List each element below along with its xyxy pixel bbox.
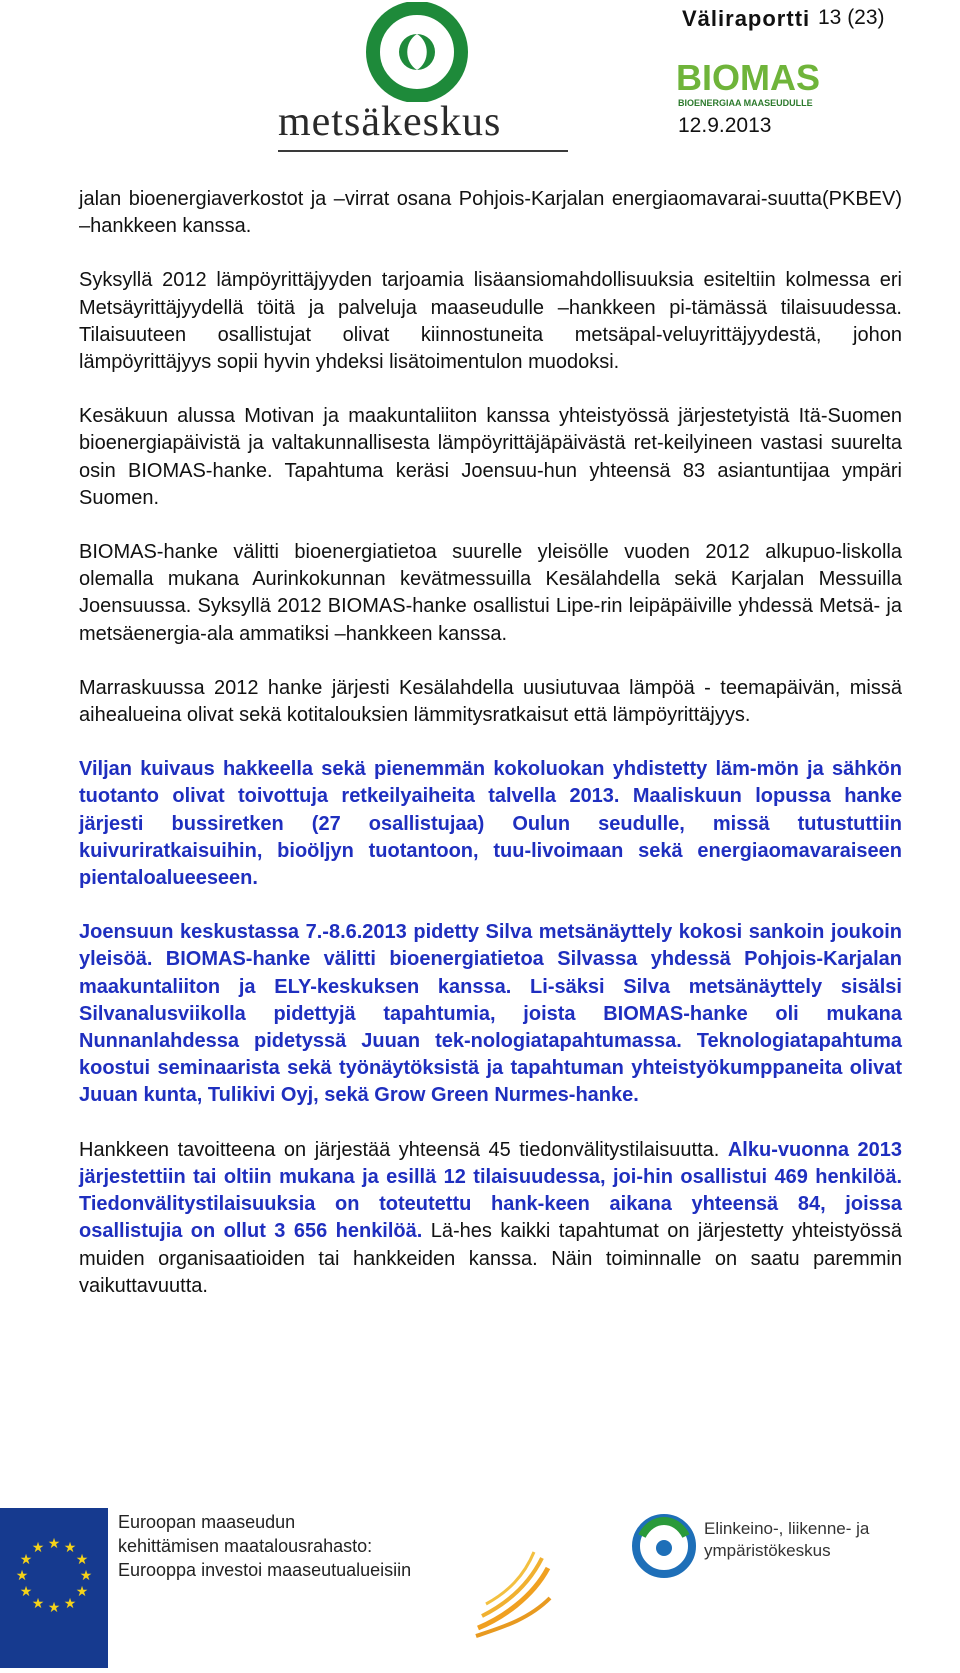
paragraph: Kesäkuun alussa Motivan ja maakuntaliiton kanssa yhteistyössä järjestetyistä Itä-Suomen bioenergiapäivistä ja valtakunnallisesta lämpöyrittäjäpäivästä ret-keilyineen vastasi suurelta osin BIOMAS-hanke. Tapahtuma keräsi Joensuu-hun yhteensä 83 asiantuntijaa ympäri Suomen. — [79, 405, 902, 509]
eu-line: kehittämisen maatalousrahasto: — [118, 1536, 373, 1556]
page-header — [0, 0, 960, 160]
eu-flag-icon — [0, 1508, 108, 1668]
ely-line: Elinkeino-, liikenne- ja — [704, 1519, 870, 1538]
ely-logo-icon — [632, 1506, 696, 1586]
svg-text:★: ★ — [63, 1596, 77, 1612]
svg-text:★: ★ — [15, 1568, 29, 1584]
svg-text:★: ★ — [75, 1584, 89, 1600]
highlighted-paragraph: Viljan kuivaus hakkeella sekä pienemmän kokoluokan yhdistetty läm-mön ja sähkön tuotanto olivat toivottuja retkeilyaiheita talvella 2013. Maaliskuun lopussa hanke järjesti bussiretken (27 osallistujaa) Oulun seudulle, missä tutustuttiin kuivuriratkaisuihin, bioöljyn tuotantoon, tuu-livoimaan sekä energiaomavaraiseen pientaloalueeseen. — [79, 758, 902, 890]
svg-text:★: ★ — [19, 1552, 33, 1568]
ely-line: ympäristökeskus — [704, 1541, 831, 1560]
paragraph: Marraskuussa 2012 hanke järjesti Kesälahdella uusiutuvaa lämpöä - teemapäivän, missä aihealueina olivat sekä kotitalouksien lämmitysratkaisut että lämpöyrittäjyys. — [79, 676, 902, 727]
svg-text:★: ★ — [63, 1540, 77, 1556]
svg-text:★: ★ — [79, 1568, 93, 1584]
svg-text:★: ★ — [31, 1596, 45, 1612]
page-footer — [0, 1488, 960, 1669]
summary-text: Hankkeen tavoitteena on järjestää yhteensä 45 tiedonvälitystilaisuutta. — [79, 1138, 728, 1161]
summary-paragraph — [79, 1137, 902, 1300]
report-title: Väliraportti — [682, 6, 811, 31]
report-body — [79, 186, 902, 1327]
leader-logo-icon — [472, 1528, 552, 1638]
paragraph: jalan bioenergiaverkostot ja –virrat osana Pohjois-Karjalan energiaomavarai-suutta(PKBEV) –hankkeen kanssa. — [79, 188, 902, 238]
svg-text:★: ★ — [19, 1584, 33, 1600]
eu-line: Euroopan maaseudun — [118, 1512, 296, 1532]
ely-centre-text — [704, 1518, 869, 1562]
summary-highlight: Alku-vuonna 2013 järjestettiin tai oltiin mukana ja esillä 12 tilaisuudessa, joi-hin osallistui 469 henkilöä. Tiedonvälitystilaisuuksia on toteutettu hank-keen aikana yhteensä 84, joissa osallistujia on ollut 3 656 henkilöä. — [79, 1138, 902, 1243]
biomas-tagline: BIOENERGIAA MAASEUDULLE — [678, 98, 813, 108]
highlighted-paragraph: Joensuun keskustassa 7.-8.6.2013 pidetty Silva metsänäyttely kokosi sankoin joukoin yleisöä. BIOMAS-hanke välitti bioenergiatietoa Silvassa yhdessä Pohjois-Karjalan maakuntaliiton ja ELY-keskuksen kanssa. Li-säksi Silva metsänäyttely sisälsi Silvanalusviikolla pidettyjä tapahtumia, joista BIOMAS-hanke oli mukana Nunnanlahdessa pidetyssä Juuan tek-nologiatapahtumassa. Teknologiatapahtuma koostui seminaarista sekä työnäytöksistä ja tapahtuman yhteistyökumppaneita olivat Juuan kunta, Tulikivi Oyj, sekä Grow Green Nurmes-hanke. — [79, 921, 902, 1107]
summary-text: Lä-hes kaikki tapahtumat on järjestetty yhteistyössä muiden organisaatioiden tai hankkeiden kanssa. Näin toiminnalle on saatu paremmin vaikuttavuutta. — [79, 1220, 902, 1297]
metsakeskus-logo-icon — [342, 2, 492, 102]
svg-text:★: ★ — [47, 1600, 61, 1616]
metsakeskus-logo-text: metsäkeskus — [278, 99, 502, 145]
logo-underline — [278, 150, 568, 152]
paragraph: BIOMAS-hanke välitti bioenergiatietoa suurelle yleisölle vuoden 2012 alkupuo-liskolla olemalla mukana Aurinkokunnan kevätmessuilla Kesälahdella sekä Karjalan Messuilla Joensuussa. Syksyllä 2012 BIOMAS-hanke osallistui Lipe-rin leipäpäiville yhdessä Metsä- ja metsäenergia-ala ammatiksi –hankkeen kanssa. — [79, 541, 902, 645]
report-date: 12.9.2013 — [678, 114, 772, 137]
biomas-logo-text: BIOMAS — [676, 57, 820, 98]
eu-funding-text — [118, 1510, 411, 1582]
svg-text:★: ★ — [31, 1540, 45, 1556]
svg-text:★: ★ — [47, 1536, 61, 1552]
eu-line: Eurooppa investoi maaseutualueisiin — [118, 1560, 412, 1580]
svg-text:★: ★ — [75, 1552, 89, 1568]
page-number: 13 (23) — [818, 6, 885, 29]
paragraph: Syksyllä 2012 lämpöyrittäjyyden tarjoamia lisäansiomahdollisuuksia esiteltiin kolmessa eri Metsäyrittäjyydellä töitä ja palveluja maaseudulle –hankkeen pi-tämässä tilaisuudessa. Tilaisuuteen osallistujat olivat kiinnostuneita metsäpal-veluyrittäjyydestä, johon lämpöyrittäjyys sopii hyvin yhdeksi lisätoimentulon muodoksi. — [79, 269, 902, 374]
